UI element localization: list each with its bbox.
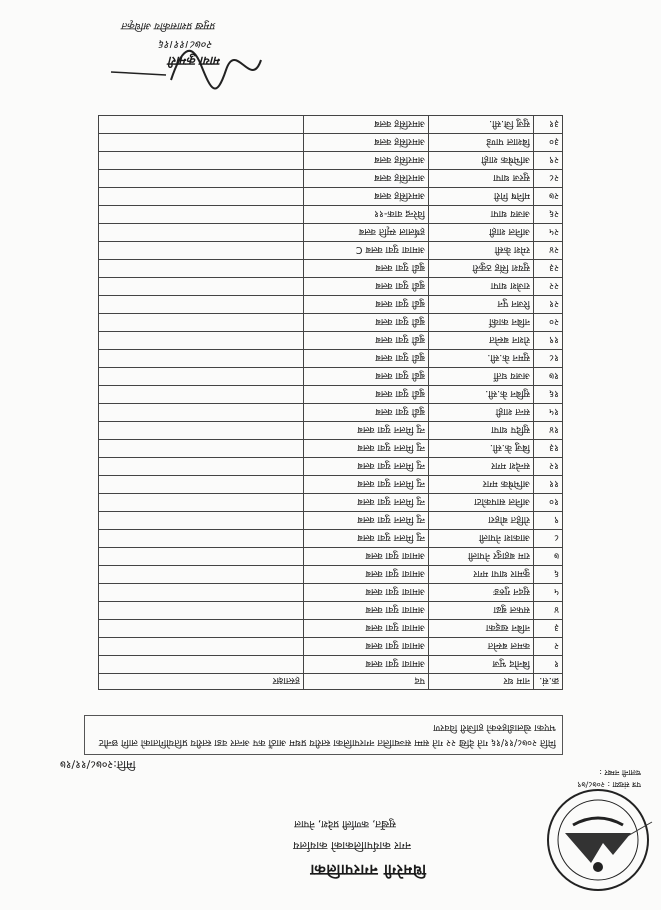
name-cell: बिशाल पाण्डे xyxy=(429,134,534,152)
name-cell: सुमन के.सी. xyxy=(429,350,534,368)
signature-cell xyxy=(99,440,304,458)
serial-cell: ३० xyxy=(534,134,563,152)
signature-cell xyxy=(99,368,304,386)
name-cell: बिजु के.सी. xyxy=(429,440,534,458)
serial-cell: २८ xyxy=(534,170,563,188)
signature-date: २०७८।११।१६ xyxy=(158,38,213,51)
post-cell: अमावा युवा क्लब xyxy=(304,548,429,566)
table-row xyxy=(99,494,563,512)
header-name: नाम थर xyxy=(429,674,534,690)
table-row xyxy=(99,134,563,152)
serial-cell: ११ xyxy=(534,476,563,494)
name-cell: अजय घर्ती xyxy=(429,368,534,386)
serial-cell: १६ xyxy=(534,386,563,404)
signature-cell xyxy=(99,584,304,602)
post-cell: अमावा युवा क्लब xyxy=(304,566,429,584)
table-row xyxy=(99,386,563,404)
post-cell: बुढी युवा क्लब xyxy=(304,386,429,404)
serial-cell: १ xyxy=(534,656,563,674)
serial-cell: ३ xyxy=(534,620,563,638)
serial-cell: २३ xyxy=(534,260,563,278)
name-cell: अनिल सापकोटा xyxy=(429,494,534,512)
table-row xyxy=(99,404,563,422)
signature-cell xyxy=(99,602,304,620)
post-cell: बुढी युवा क्लब xyxy=(304,332,429,350)
serial-cell: ७ xyxy=(534,548,563,566)
post-cell: बुढी युवा क्लब xyxy=(304,404,429,422)
table-row xyxy=(99,548,563,566)
serial-cell: २४ xyxy=(534,242,563,260)
signature-cell xyxy=(99,422,304,440)
table-row xyxy=(99,458,563,476)
signature-cell xyxy=(99,476,304,494)
serial-cell: २६ xyxy=(534,206,563,224)
name-cell: रोशन बस्नेत xyxy=(429,332,534,350)
post-cell: अमरसिंह क्लब xyxy=(304,134,429,152)
post-cell: न्यु मिलन युवा क्लब xyxy=(304,458,429,476)
signature-title: प्रमुख प्रशासकीय अधिकृत xyxy=(122,20,216,31)
post-cell: हर्षलाल स्मृति क्लब xyxy=(304,224,429,242)
name-cell: नबिन कार्की xyxy=(429,314,534,332)
name-cell: सुजु जि.सी. xyxy=(429,116,534,134)
signature-cell xyxy=(99,638,304,656)
post-cell: बुढी युवा क्लब xyxy=(304,278,429,296)
post-cell: अमावा युवा क्लब xyxy=(304,602,429,620)
name-cell: आकाश नेपाली xyxy=(429,530,534,548)
table-row xyxy=(99,584,563,602)
post-cell: न्यु मिलन युवा क्लब xyxy=(304,512,429,530)
post-cell: अमावा युवा क्लब xyxy=(304,656,429,674)
signature-cell xyxy=(99,242,304,260)
table-row xyxy=(99,440,563,458)
name-cell: राम बहादुर नेपाली xyxy=(429,548,534,566)
name-cell: सुदिप थापा xyxy=(429,422,534,440)
table-row xyxy=(99,422,563,440)
post-cell: अमरसिंह क्लब xyxy=(304,116,429,134)
table-row xyxy=(99,512,563,530)
table-row xyxy=(99,620,563,638)
signature-cell xyxy=(99,530,304,548)
post-cell: अमावा युवा क्लब xyxy=(304,638,429,656)
signature-cell xyxy=(99,656,304,674)
signature-cell xyxy=(99,260,304,278)
table-row xyxy=(99,242,563,260)
office-name: नगर कार्यपालिकाको कार्यालय xyxy=(293,839,411,852)
post-cell: बुढी युवा क्लब xyxy=(304,314,429,332)
table-row xyxy=(99,368,563,386)
name-cell: सन्त शाही xyxy=(429,404,534,422)
serial-cell: १८ xyxy=(534,350,563,368)
table-row xyxy=(99,314,563,332)
post-cell: अमरसिंह क्लब xyxy=(304,152,429,170)
signature-name: माया कुमारी xyxy=(168,54,221,68)
signature-cell xyxy=(99,458,304,476)
serial-cell: १५ xyxy=(534,404,563,422)
header-serial: क्र.सं. xyxy=(534,674,563,690)
serial-cell: २७ xyxy=(534,188,563,206)
name-cell: नबिन खड्का xyxy=(429,620,534,638)
serial-cell: २० xyxy=(534,314,563,332)
table-header-row xyxy=(99,674,563,690)
post-cell: अमावा युवा क्लब xyxy=(304,584,429,602)
letter-date: मिति:२०७८/११/१७ xyxy=(60,758,136,771)
signature-cell xyxy=(99,548,304,566)
table-row xyxy=(99,566,563,584)
ref-number: पत्र संख्या : २०७८/७९ xyxy=(577,780,641,789)
corner-mark-icon xyxy=(597,820,657,850)
serial-cell: २५ xyxy=(534,224,563,242)
name-cell: रिजन पुन xyxy=(429,296,534,314)
table-row xyxy=(99,332,563,350)
name-cell: कमल बस्नेत xyxy=(429,638,534,656)
signature-cell xyxy=(99,224,304,242)
serial-cell: १९ xyxy=(534,332,563,350)
name-cell: सुयश सिंह ठकुरी xyxy=(429,260,534,278)
table-row xyxy=(99,116,563,134)
serial-cell: २२ xyxy=(534,278,563,296)
post-cell: न्यु मिलन युवा क्लब xyxy=(304,440,429,458)
signature-cell xyxy=(99,278,304,296)
table-row xyxy=(99,476,563,494)
table-row xyxy=(99,170,563,188)
post-cell: अमावा युवा क्लब C xyxy=(304,242,429,260)
post-cell: न्यु मिलन युवा क्लब xyxy=(304,530,429,548)
post-cell: अमरसिंह क्लब xyxy=(304,188,429,206)
table-row xyxy=(99,278,563,296)
table-row xyxy=(99,260,563,278)
signature-cell xyxy=(99,404,304,422)
post-cell: बुढी युवा क्लब xyxy=(304,260,429,278)
signature-cell xyxy=(99,116,304,134)
signature-cell xyxy=(99,206,304,224)
signature-cell xyxy=(99,512,304,530)
header-signature: हस्ताक्षर xyxy=(99,674,304,690)
signature-cell xyxy=(99,314,304,332)
notice-text: मिति २०७८/११/१६ गते देखि २२ गते सम्म सञ्चालित नगरपालिका स्तरीय प्रथम आठौं कप अन्तर वडा स्तरीय प्रतियोगिताको लागि छनौट भएका खेलाडीहरुको हाजिरी विवरण xyxy=(84,715,563,755)
signature-cell xyxy=(99,620,304,638)
post-cell: न्यु मिलन युवा क्लब xyxy=(304,422,429,440)
signature-cell xyxy=(99,494,304,512)
name-cell: राजेश थापा xyxy=(429,278,534,296)
serial-cell: २९ xyxy=(534,152,563,170)
header-post: पद xyxy=(304,674,429,690)
signature-cell xyxy=(99,566,304,584)
org-name: धिमरेगी नगरपालिका xyxy=(309,861,426,879)
name-cell: कुमार थापा मगर xyxy=(429,566,534,584)
post-cell: न्यु मिलन युवा क्लब xyxy=(304,494,429,512)
name-cell: रमेश केसी xyxy=(429,242,534,260)
serial-cell: ९ xyxy=(534,512,563,530)
post-cell: न्यु मिलन युवा क्लब xyxy=(304,476,429,494)
signature-cell xyxy=(99,170,304,188)
table-row xyxy=(99,224,563,242)
table-row xyxy=(99,350,563,368)
serial-cell: १३ xyxy=(534,440,563,458)
serial-cell: ८ xyxy=(534,530,563,548)
name-cell: अनिल शाही xyxy=(429,224,534,242)
name-cell: अजय थापा xyxy=(429,206,534,224)
post-cell: अमरसिंह क्लब xyxy=(304,170,429,188)
serial-cell: ३१ xyxy=(534,116,563,134)
signature-cell xyxy=(99,386,304,404)
name-cell: रोहित बोहरा xyxy=(429,512,534,530)
office-address: सुर्खेत, कर्णाली प्रदेश, नेपाल xyxy=(294,818,396,829)
signature-cell xyxy=(99,296,304,314)
table-row xyxy=(99,152,563,170)
name-cell: अभिषेक शाही xyxy=(429,152,534,170)
name-cell: बिनोद भुज xyxy=(429,656,534,674)
name-cell: मनिष गिरी xyxy=(429,188,534,206)
table-row xyxy=(99,188,563,206)
table-row xyxy=(99,638,563,656)
name-cell: सुबिन के.सी. xyxy=(429,386,534,404)
serial-cell: ५ xyxy=(534,584,563,602)
table-row xyxy=(99,602,563,620)
post-cell: विरेन्द्र वाक-११ xyxy=(304,206,429,224)
name-cell: सुदन गुरुङ xyxy=(429,584,534,602)
dispatch-number: चलानी नम्बर : xyxy=(599,768,641,777)
serial-cell: २ xyxy=(534,638,563,656)
table-row xyxy=(99,656,563,674)
serial-cell: २१ xyxy=(534,296,563,314)
name-cell: सुरज थापा xyxy=(429,170,534,188)
table-row xyxy=(99,530,563,548)
signature-cell xyxy=(99,332,304,350)
serial-cell: ६ xyxy=(534,566,563,584)
post-cell: बुढी युवा क्लब xyxy=(304,296,429,314)
signature-cell xyxy=(99,152,304,170)
serial-cell: १७ xyxy=(534,368,563,386)
post-cell: बुढी युवा क्लब xyxy=(304,350,429,368)
post-cell: बुढी युवा क्लब xyxy=(304,368,429,386)
signature-cell xyxy=(99,350,304,368)
post-cell: अमावा युवा क्लब xyxy=(304,620,429,638)
table-row xyxy=(99,296,563,314)
serial-cell: ४ xyxy=(534,602,563,620)
serial-cell: १४ xyxy=(534,422,563,440)
signature-cell xyxy=(99,134,304,152)
name-cell: अभिषेक मगर xyxy=(429,476,534,494)
attendance-table xyxy=(98,115,563,690)
name-cell: सन्देश मगर xyxy=(429,458,534,476)
serial-cell: १० xyxy=(534,494,563,512)
table-row xyxy=(99,206,563,224)
signature-cell xyxy=(99,188,304,206)
serial-cell: १२ xyxy=(534,458,563,476)
name-cell: सफल बुढा xyxy=(429,602,534,620)
